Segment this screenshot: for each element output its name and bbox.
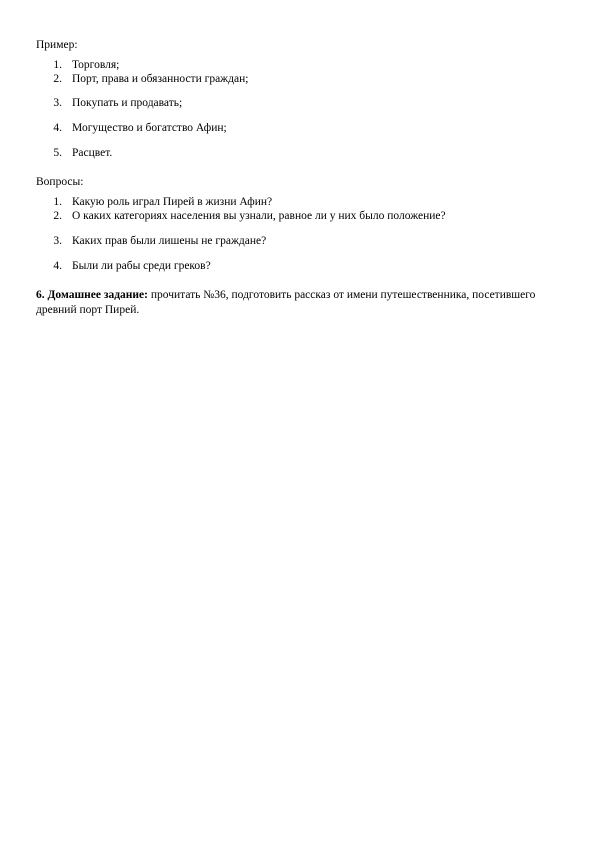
list-item-number: 5. bbox=[53, 147, 62, 159]
list-item-text: Порт, права и обязанности граждан; bbox=[72, 73, 249, 85]
list-item-number: 3. bbox=[53, 97, 62, 109]
list-item-text: Расцвет. bbox=[72, 147, 113, 159]
list-item-number: 3. bbox=[53, 235, 62, 247]
list-item-number: 2. bbox=[53, 73, 62, 85]
list-item-text: Каких прав были лишены не граждане? bbox=[72, 235, 267, 247]
list-item-number: 4. bbox=[53, 260, 62, 272]
list-item-text: Были ли рабы среди греков? bbox=[72, 260, 211, 272]
questions-heading: Вопросы: bbox=[36, 176, 84, 188]
list-item-number: 1. bbox=[53, 196, 62, 208]
list-item-text: Могущество и богатство Афин; bbox=[72, 122, 227, 134]
homework-paragraph bbox=[36, 288, 566, 318]
list-item-text: Покупать и продавать; bbox=[72, 97, 183, 109]
list-item-number: 4. bbox=[53, 122, 62, 134]
list-item-number: 2. bbox=[53, 210, 62, 222]
list-item-number: 1. bbox=[53, 59, 62, 71]
example-heading: Пример: bbox=[36, 39, 78, 51]
homework-label: 6. Домашнее задание: bbox=[36, 289, 148, 301]
homework-text: прочитать №36, подготовить рассказ от имени путешественника, посетившего древний порт Пирей. bbox=[36, 289, 536, 316]
list-item-text: Какую роль играл Пирей в жизни Афин? bbox=[72, 196, 273, 208]
list-item-text: Торговля; bbox=[72, 59, 120, 71]
list-item-text: О каких категориях населения вы узнали, равное ли у них было положение? bbox=[72, 210, 446, 222]
